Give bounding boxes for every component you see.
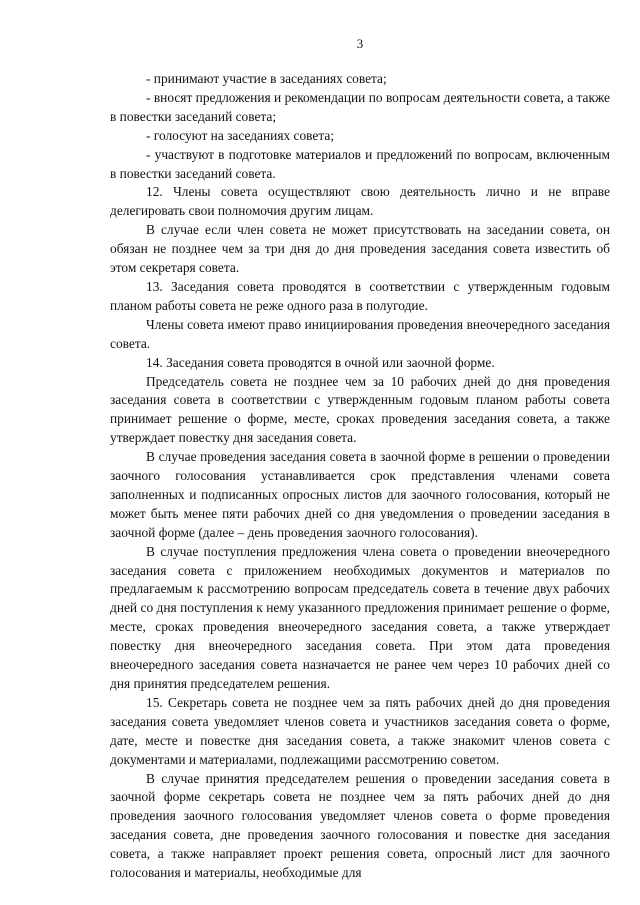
paragraph-10: Председатель совета не позднее чем за 10 рабочих дней до дня проведения заседания совета в соответствии с утвержденным годовым планом работы совета принимает решение о форме, месте, сроках проведения заседания совета, а также утверждает повестку дня заседания совета. [110,373,610,446]
paragraph-8: Члены совета имеют право инициирования проведения внеочередного заседания совета. [110,316,610,351]
paragraph-6: В случае если член совета не может присутствовать на заседании совета, он обязан не позднее чем за три дня до дня проведения заседания совета известить об этом секретаря совета. [110,222,610,276]
paragraph-14: В случае принятия председателем решения о проведении заседания совета в заочной форме секретарь совета не позднее чем за пять рабочих дней до дня проведения заочного голосования уведомляет членов совета о форме проведения заседания совета, дне проведения заочного голосования и повестке дня заседания совета, а также направляет проект решения совета, опросный лист для заочного голосования и материалы, необходимые для [110,770,610,881]
paragraph-11: В случае проведения заседания совета в заочной форме в решении о проведении заочного голосования устанавливается срок представления членами совета заполненных и подписанных опросных листов для заочного голосования, который не может быть менее пяти рабочих дней со дня уведомления о проведении заседания в заочной форме (далее – день проведения заочного голосования). [110,449,610,540]
paragraph-4: - участвуют в подготовке материалов и предложений по вопросам, включенным в повестки заседаний совета. [110,146,610,181]
paragraph-7: 13. Заседания совета проводятся в соответствии с утвержденным годовым планом работы совета не реже одного раза в полугодие. [110,278,610,313]
paragraph-9: 14. Заседания совета проводятся в очной или заочной форме. [146,354,495,370]
paragraph-3: - голосуют на заседаниях совета; [146,127,335,143]
document-body [110,70,610,883]
paragraph-5: 12. Члены совета осуществляют свою деятельность лично и не вправе делегировать свои полномочия другим лицам. [110,184,610,219]
page-number: 3 [356,36,364,51]
paragraph-1: - принимают участие в заседаниях совета; [146,71,387,86]
paragraph-13: 15. Секретарь совета не позднее чем за пять рабочих дней до дня проведения заседания совета уведомляет членов совета и участников заседания совета о форме, дате, месте и повестке дня заседания совета, а также знакомит членов совета с документами и материалами, подлежащими рассмотрению советом. [110,694,610,767]
paragraph-12: В случае поступления предложения члена совета о проведении внеочередного заседания совета с приложением необходимых документов и материалов по предлагаемым к рассмотрению вопросам председатель совета в течение двух рабочих дней со дня поступления к нему указанного предложения принимает решение о форме, месте, сроках проведения внеочередного заседания совета, а также утверждает повестку дня внеочередного заседания совета. При этом дата проведения внеочередного заседания совета назначается не ранее чем через 10 рабочих дней со дня принятия председателем решения. [110,543,610,691]
paragraph-2: - вносят предложения и рекомендации по вопросам деятельности совета, а также в повестки заседаний совета; [110,89,610,124]
